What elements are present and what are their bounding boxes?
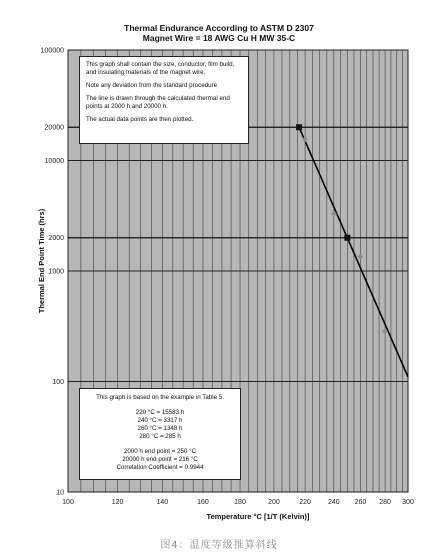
note-value: 260 °C = 1348 h bbox=[137, 425, 183, 432]
x-tick-label: 180 bbox=[234, 499, 246, 506]
y-tick-label: 100 bbox=[52, 379, 64, 386]
note-value: 240 °C = 3317 h bbox=[137, 417, 183, 424]
x-tick-label: 220 bbox=[299, 499, 311, 506]
note-text: This graph shall contain the size, conductor, film build, and insulating materials of the magnet wire. bbox=[86, 61, 235, 76]
note-text: Note any deviation from the standard procedure bbox=[86, 82, 218, 89]
x-tick-label: 240 bbox=[327, 499, 340, 506]
x-tick-label: 160 bbox=[197, 499, 209, 506]
x-tick-label: 140 bbox=[156, 499, 169, 506]
note-text: The actual data points are then plotted. bbox=[86, 116, 194, 123]
y-tick-label: 10000 bbox=[44, 158, 64, 165]
note-box-procedure bbox=[79, 56, 249, 144]
y-tick-label: 20000 bbox=[44, 124, 64, 132]
chart-title: Thermal Endurance According to ASTM D 2307 bbox=[124, 23, 314, 33]
note-text: The line is drawn through the calculated thermal end points at 2000 h and 20000 h. bbox=[86, 95, 230, 110]
note-intro: This graph is based on the example in Table 5. bbox=[96, 394, 224, 401]
y-tick-label: 100000 bbox=[40, 47, 64, 55]
end-point-marker bbox=[344, 235, 350, 241]
x-axis-label: Temperature °C [1/T (Kelvin)] bbox=[206, 512, 310, 521]
y-tick-label: 2000 bbox=[48, 235, 64, 243]
x-tick-label: 260 bbox=[354, 499, 367, 506]
figure-caption: 图4：温度等级推算斜线 bbox=[160, 540, 278, 551]
note-result: 2000 h end point = 250 °C bbox=[123, 448, 197, 455]
chart-subtitle: Magnet Wire = 18 AWG Cu H MW 35-C bbox=[142, 33, 296, 43]
note-value: 220 °C = 15583 h bbox=[135, 409, 185, 416]
note-result: 20000 h end point = 216 °C bbox=[122, 456, 198, 463]
y-axis-label: Thermal End Point Time (hrs) bbox=[37, 208, 46, 314]
note-result: Correlation Coefficient = 0.9944 bbox=[116, 464, 204, 471]
x-tick-label: 280 bbox=[379, 499, 391, 506]
note-value: 280 °C = 285 h bbox=[139, 433, 181, 440]
x-tick-label: 120 bbox=[111, 499, 124, 506]
note-box-results bbox=[79, 388, 241, 480]
x-tick-label: 200 bbox=[268, 499, 280, 506]
y-tick-label: 10 bbox=[56, 489, 64, 497]
x-tick-label: 300 bbox=[402, 499, 414, 506]
end-point-marker bbox=[296, 124, 302, 130]
y-tick-label: 1000 bbox=[48, 268, 64, 276]
x-tick-label: 100 bbox=[62, 499, 74, 506]
